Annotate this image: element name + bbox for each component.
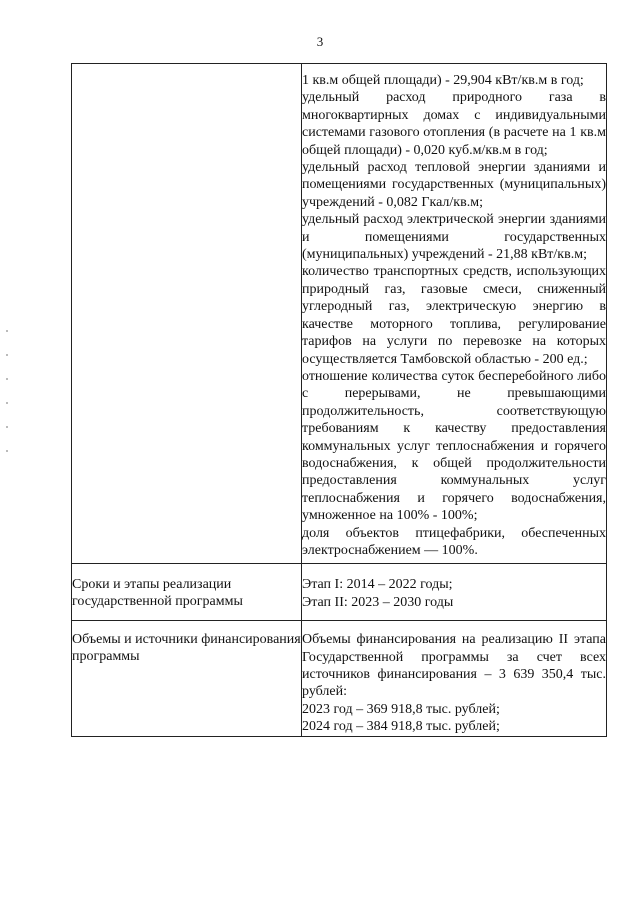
indicator-paragraph: удельный расход природного газа в многоквартирных домах с индивидуальными системами газового отопления (в расчете на 1 кв.м общей площади) - 0,020 куб.м/кв.м в год; xyxy=(302,90,606,158)
row-content xyxy=(302,64,607,564)
table-row-stages xyxy=(72,564,607,621)
indicator-paragraph: отношение количества суток бесперебойного либо с перерывами, не превышающими продолжительность, соответствующую требованиям к качеству предоставления коммунальных услуг теплоснабжения и горячего водоснабжения, к общей продолжительности предоставления коммунальных услуг теплоснабжения и горячего водоснабжения, умноженное на 100% - 100%; xyxy=(302,368,606,524)
page-number: 3 xyxy=(316,34,324,49)
indicator-paragraph: 1 кв.м общей площади) - 29,904 кВт/кв.м в год; xyxy=(302,73,584,88)
funding-paragraph: Объемы финансирования на реализацию II этапа Государственной программы за счет всех источников финансирования – 3 639 350,4 тыс. рублей: xyxy=(302,632,606,700)
stage-paragraph: Этап I: 2014 – 2022 годы; xyxy=(302,577,453,593)
stage-paragraph: Этап II: 2023 – 2030 годы xyxy=(302,594,454,610)
indicator-paragraph: количество транспортных средств, использующих природный газ, газовые смеси, сниженный углеродный газ, электрическую энергию в качестве моторного топлива, регулирование тарифов на услуги по перевозке на которых осуществляется Тамбовской областью - 200 ед.; xyxy=(302,264,606,367)
margin-scan-marks xyxy=(6,330,10,490)
table-row-indicators xyxy=(72,64,607,564)
funding-paragraph: 2024 год – 384 918,8 тыс. рублей; xyxy=(302,719,500,735)
indicator-paragraph: доля объектов птицефабрики, обеспеченных электроснабжением — 100%. xyxy=(302,525,606,558)
row-label: Объемы и источники финансирования программы xyxy=(72,621,302,736)
indicator-paragraph: удельный расход тепловой энергии зданиями и помещениями государственных (муниципальных) учреждений - 0,082 Гкал/кв.м; xyxy=(302,160,606,210)
row-label: Сроки и этапы реализации государственной программы xyxy=(72,564,302,621)
indicator-paragraph: удельный расход электрической энергии зданиями и помещениями государственных (муниципальных) учреждений - 21,88 кВт/кв.м; xyxy=(302,212,606,263)
funding-paragraph: 2023 год – 369 918,8 тыс. рублей; xyxy=(302,701,500,717)
row-label xyxy=(72,64,302,564)
row-content xyxy=(302,621,607,736)
row-content xyxy=(302,564,607,621)
table-row-funding xyxy=(72,621,607,736)
program-passport-table xyxy=(71,63,607,737)
